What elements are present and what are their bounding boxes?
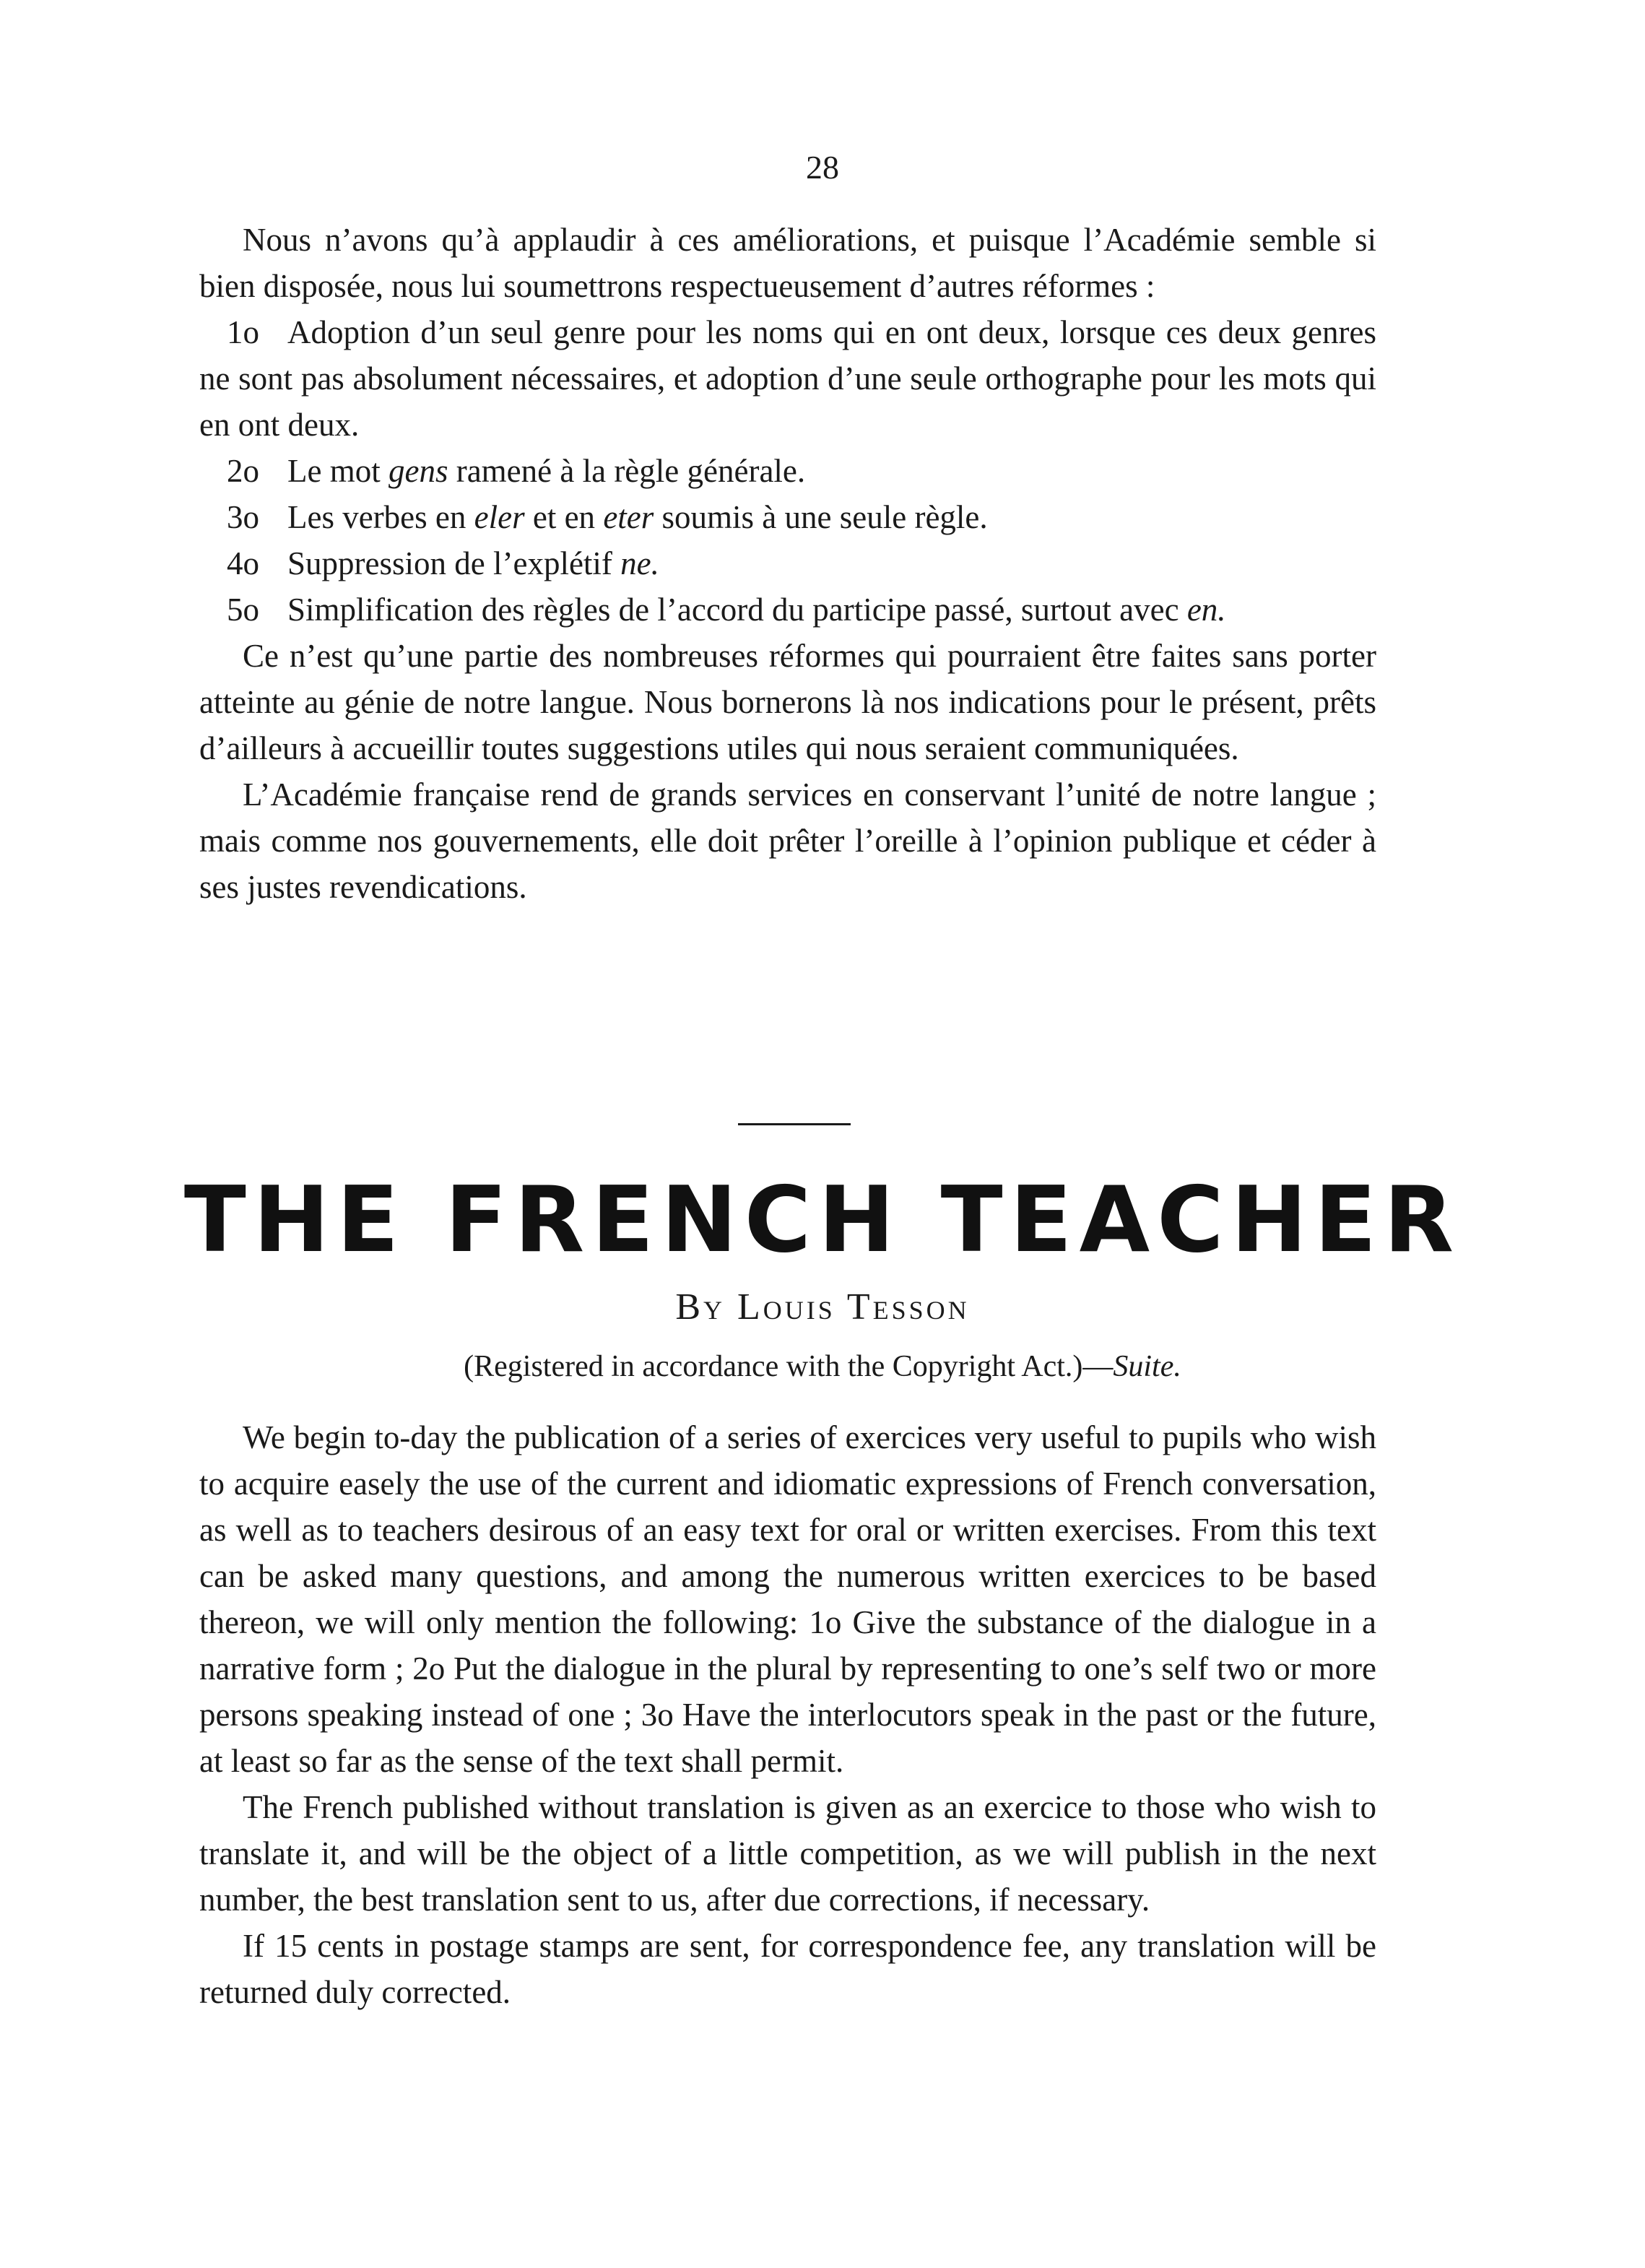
- reform-item-number: 2o: [227, 453, 259, 489]
- reform-item-italic: eler: [474, 499, 525, 535]
- page-number: 28: [806, 149, 839, 186]
- reform-item-italic: gens: [388, 453, 448, 489]
- reform-item-number: 5o: [227, 592, 259, 628]
- copyright-text: (Registered in accordance with the Copyright Act.)—: [464, 1350, 1114, 1383]
- paragraph-academie: L’Académie française rend de grands services en conservant l’unité de notre langue ; mais comme nos gouvernements, elle doit prêter l’oreille à l’opinion publique et céder à ses justes revendications.: [199, 776, 1376, 905]
- reform-item-3: [199, 494, 1376, 540]
- top-section: [199, 217, 1376, 910]
- reform-item-4: [199, 540, 1376, 587]
- copyright-suite: Suite.: [1113, 1350, 1181, 1383]
- reform-item-text: Le mot: [287, 453, 389, 489]
- reform-item-italic: en.: [1186, 592, 1226, 628]
- reform-item-italic: ne.: [620, 545, 659, 581]
- reform-item-text: Les verbes en: [287, 499, 474, 535]
- copyright-note: [0, 1349, 1645, 1384]
- reform-item-text: Simplification des règles de l’accord du participe passé, surtout avec: [287, 592, 1187, 628]
- reform-item-text: ramené à la règle générale.: [448, 453, 806, 489]
- reform-item-5: [199, 587, 1376, 633]
- reform-item-text: Suppression de l’explétif: [287, 545, 621, 581]
- reform-item-text: Adoption d’un seul genre pour les noms qui en ont deux, lorsque ces deux genres ne sont pas absolument nécessaires, et adoption d’une seule orthographe pour les mots qui en ont deux.: [199, 314, 1376, 443]
- article-title: THE FRENCH TEACHER: [183, 1167, 1462, 1273]
- intro-paragraph: Nous n’avons qu’à applaudir à ces améliorations, et puisque l’Académie semble si bien disposée, nous lui soumettrons respectueusement d’autres réformes :: [199, 222, 1376, 304]
- reform-item-text: soumis à une seule règle.: [654, 499, 988, 535]
- paragraph-reforms-summary: Ce n’est qu’une partie des nombreuses réformes qui pourraient être faites sans porter atteinte au génie de notre langue. Nous bornerons là nos indications pour le présent, prêts d’ailleurs à accueillir toutes suggestions utiles qui nous seraient communiquées.: [199, 638, 1376, 766]
- reform-item-2: [199, 448, 1376, 494]
- article-byline: By Louis Tesson: [675, 1286, 970, 1328]
- reform-item-1: [199, 309, 1376, 448]
- article-body: [199, 1414, 1376, 2015]
- reform-item-number: 3o: [227, 499, 259, 535]
- article-paragraph-intro: We begin to-day the publication of a series of exercices very useful to pupils who wish to acquire easely the use of the current and idiomatic expressions of French conversation, as well as to teachers desirous of an easy text for oral or written exercises. From this text can be asked many questions, and among the numerous written exercices to be based thereon, we will only mention the following: 1o Give the substance of the dialogue in a narrative form ; 2o Put the dialogue in the plural by representing to one’s self two or more persons speaking instead of one ; 3o Have the interlocutors speak in the past or the future, at least so far as the sense of the text shall permit.: [199, 1419, 1376, 1779]
- article-paragraph-translation: The French published without translation is given as an exercice to those who wish to translate it, and will be the object of a little competition, as we will publish in the next number, the best translation sent to us, after due corrections, if necessary.: [199, 1789, 1376, 1918]
- reform-item-number: 1o: [227, 314, 259, 350]
- reform-item-text: et en: [524, 499, 604, 535]
- reform-item-number: 4o: [227, 545, 259, 581]
- section-divider: [738, 1123, 851, 1125]
- article-paragraph-postage: If 15 cents in postage stamps are sent, for correspondence fee, any translation will be returned duly corrected.: [199, 1928, 1376, 2010]
- reform-item-italic: eter: [603, 499, 654, 535]
